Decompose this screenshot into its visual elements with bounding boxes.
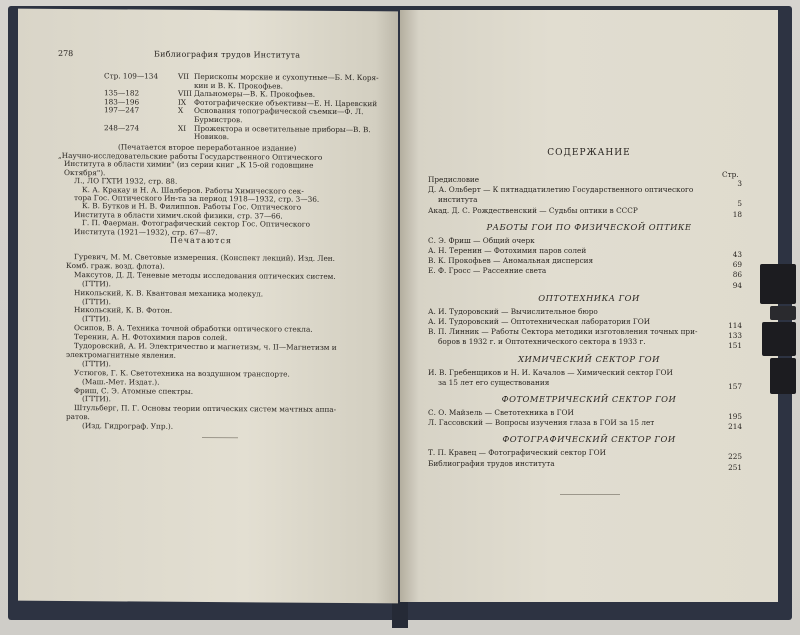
printing-line: (ГТТИ).	[82, 278, 111, 289]
collection-item: Института (1921—1932), стр. 67—87.	[74, 226, 218, 237]
toc-entry: А. И. Тудоровский — Вычислительное бюро	[428, 306, 598, 316]
toc-entry: В. П. Линник — Работы Сектора методики изготовления точных при-	[428, 327, 698, 337]
contents-pages: 135—182	[104, 88, 140, 98]
printing-line: Тудоровский, А. И. Электричество и магнетизм, ч. II—Магнетизм и	[74, 341, 337, 352]
collection-item: Института в области химич.ской физики, стр. 37—66.	[74, 209, 283, 221]
contents-entry: Перископы морские и сухопутные—Б. М. Коря-	[194, 71, 379, 83]
toc-entry: Л. Гассовский — Вопросы изучения глаза в ГОИ за 15 лет	[428, 418, 655, 428]
collection-line: „Научно-исследовательские работы Государственного Оптического	[58, 150, 323, 162]
printing-line: Никольский, К. В. Квантовая механика молекул.	[74, 287, 264, 298]
toc-entry: А. И. Тудоровский — Оптотехническая лаборатория ГОИ	[428, 317, 651, 326]
contents-entry: кин и В. К. Прокофьев.	[194, 80, 283, 91]
printing-line: (Изд. Гидрограф. Упр.).	[82, 421, 174, 431]
binder-clip-bottom	[770, 358, 796, 394]
book-spine	[392, 600, 408, 628]
toc-page-number: 114	[728, 321, 742, 330]
section-heading: ФОТОМЕТРИЧЕСКИЙ СЕКТОР ГОИ	[501, 394, 677, 404]
contents-pages: 183—196	[104, 97, 140, 107]
binder-clip-top	[760, 264, 796, 304]
collection-item: Г. П. Фаерман. Фотографический сектор Гос. Оптического	[82, 218, 311, 229]
collection-item: тора Гос. Оптического Ин-та за период 1918—1932, стр. 3—36.	[74, 193, 320, 204]
collection-line: Л., ЛО ГХТИ 1932, стр. 88.	[74, 176, 178, 186]
printing-line: Фриш, С. Э. Атомные спектры.	[74, 385, 194, 396]
toc-page-number: 86	[732, 270, 742, 280]
printing-line: (Маш.-Мет. Издат.).	[82, 376, 160, 387]
printing-line: Теренин, А. Н. Фотохимия паров солей.	[74, 332, 228, 343]
page-number: 278	[58, 48, 74, 59]
toc-entry: Д. А. Ольберт — К пятнадцатилетию Государственного оптического	[428, 185, 694, 195]
binder-clip-middle	[770, 306, 796, 320]
contents-roman: VII	[178, 71, 190, 81]
toc-page-number: 43	[732, 250, 742, 259]
contents-roman: XI	[178, 123, 187, 133]
contents-entry: Фотографические объективы—Е. Н. Царевский	[194, 97, 378, 108]
printing-line: Устюгов, Г. К. Светотехника на воздушном транспорте.	[74, 367, 290, 379]
toc-entry: института	[438, 195, 478, 205]
toc-entry: Т. П. Кравец — Фотографический сектор ГОИ	[428, 448, 606, 458]
toc-entry: Акад. Д. С. Рождественский — Судьбы оптики в СССР	[428, 205, 638, 215]
toc-page-number: 69	[732, 260, 742, 270]
contents-entry: Прожектора и осветительные приборы—В. В.	[194, 123, 371, 134]
reprint-note: (Печатается второе переработанное издание)	[118, 142, 297, 153]
toc-entry: И. В. Гребенщиков и Н. И. Качалов — Химический сектор ГОИ	[428, 367, 673, 377]
toc-entry: за 15 лет его существования	[438, 377, 550, 387]
printing-line: Гуревич, М. М. Световые измерения. (Конспект лекций). Изд. Лен.	[74, 252, 335, 263]
printing-line: Никольский, К. В. Фотон.	[74, 305, 173, 316]
contents-pages: Стр. 109—134	[104, 71, 159, 81]
toc-page-number: 151	[728, 341, 742, 351]
toc-entry: боров в 1932 г. и Оптотехнического сектора в 1933 г.	[438, 337, 646, 347]
toc-page-number: 3	[737, 179, 742, 188]
printing-line: Осипов, В. А. Техника точной обработки оптического стекла.	[74, 323, 313, 334]
section-heading: ОПТОТЕХНИКА ГОИ	[538, 292, 640, 303]
contents-pages: 197—247	[104, 105, 140, 115]
collection-item: К. В. Бутков и Н. В. Филиппов. Работы Гос. Оптического	[82, 201, 302, 213]
toc-page-number: 214	[728, 422, 742, 432]
printing-line: (ГТТИ).	[82, 296, 111, 306]
toc-entry: Предисловие	[428, 175, 480, 184]
end-rule-right	[560, 494, 620, 495]
printing-line: электромагнитные явления.	[66, 349, 176, 360]
toc-entry: С. Э. Фриш — Общий очерк	[428, 235, 535, 245]
printing-line: ратов.	[66, 412, 90, 422]
toc-entry: В. К. Прокофьев — Аномальная дисперсия	[428, 256, 594, 266]
contents-entry: Новиков.	[194, 132, 230, 142]
printing-line: Штульберг, П. Г. Основы теории оптических систем мачтных аппа-	[74, 403, 337, 415]
printing-heading: Печатаются	[170, 235, 232, 246]
right-page	[400, 10, 778, 602]
contents-roman: IX	[178, 97, 187, 107]
toc-page-number: 5	[737, 199, 742, 209]
contents-title: СОДЕРЖАНИЕ	[547, 148, 631, 158]
page-column-label: Стр.	[722, 170, 739, 179]
toc-page-number: 94	[732, 280, 742, 290]
end-rule	[202, 437, 238, 438]
collection-line: Октября").	[64, 167, 106, 178]
toc-page-number: 195	[728, 412, 742, 421]
printing-line: (ГТТИ).	[82, 314, 111, 324]
collection-line: Института в области химии" (из серии книг „К 15-ой годовщине	[64, 159, 314, 171]
toc-page-number: 251	[728, 462, 742, 472]
toc-page-number: 225	[728, 452, 742, 462]
contents-entry: Бурмистров.	[194, 114, 243, 125]
printing-line: (ГТТИ).	[82, 358, 111, 369]
toc-page-number: 18	[732, 209, 742, 219]
contents-roman: VIII	[178, 88, 192, 99]
left-page	[18, 9, 398, 604]
contents-entry: Основания топографической съемки—Ф. Л.	[194, 106, 364, 117]
section-heading: ХИМИЧЕСКИЙ СЕКТОР ГОИ	[518, 353, 660, 364]
section-heading: ФОТОГРАФИЧЕСКИЙ СЕКТОР ГОИ	[502, 434, 676, 445]
printing-line: Комб. граж. возд. флота).	[66, 260, 165, 271]
section-heading: РАБОТЫ ГОИ ПО ФИЗИЧЕСКОЙ ОПТИКЕ	[486, 221, 692, 232]
toc-entry: Библиография трудов института	[428, 458, 555, 468]
contents-entry: Дальномеры—В. К. Прокофьев.	[194, 89, 316, 99]
toc-entry: Е. Ф. Гросс — Рассеяние света	[428, 266, 547, 276]
printing-line: (ГТТИ).	[82, 394, 111, 404]
toc-page-number: 133	[728, 331, 742, 341]
contents-pages: 248—274	[104, 122, 140, 133]
contents-roman: X	[178, 106, 184, 116]
running-head: Библиография трудов Института	[154, 49, 301, 60]
binder-clip-mid	[762, 322, 796, 356]
toc-entry: С. О. Майзель — Светотехника в ГОИ	[428, 408, 574, 417]
printing-line: Максутов, Д. Д. Теневые методы исследования оптических систем.	[74, 269, 336, 281]
collection-item: К. А. Кракау и Н. А. Шалберов. Работы Химического сек-	[82, 184, 304, 196]
toc-entry: А. Н. Теренин — Фотохимия паров солей	[428, 246, 587, 255]
toc-page-number: 157	[728, 381, 742, 391]
